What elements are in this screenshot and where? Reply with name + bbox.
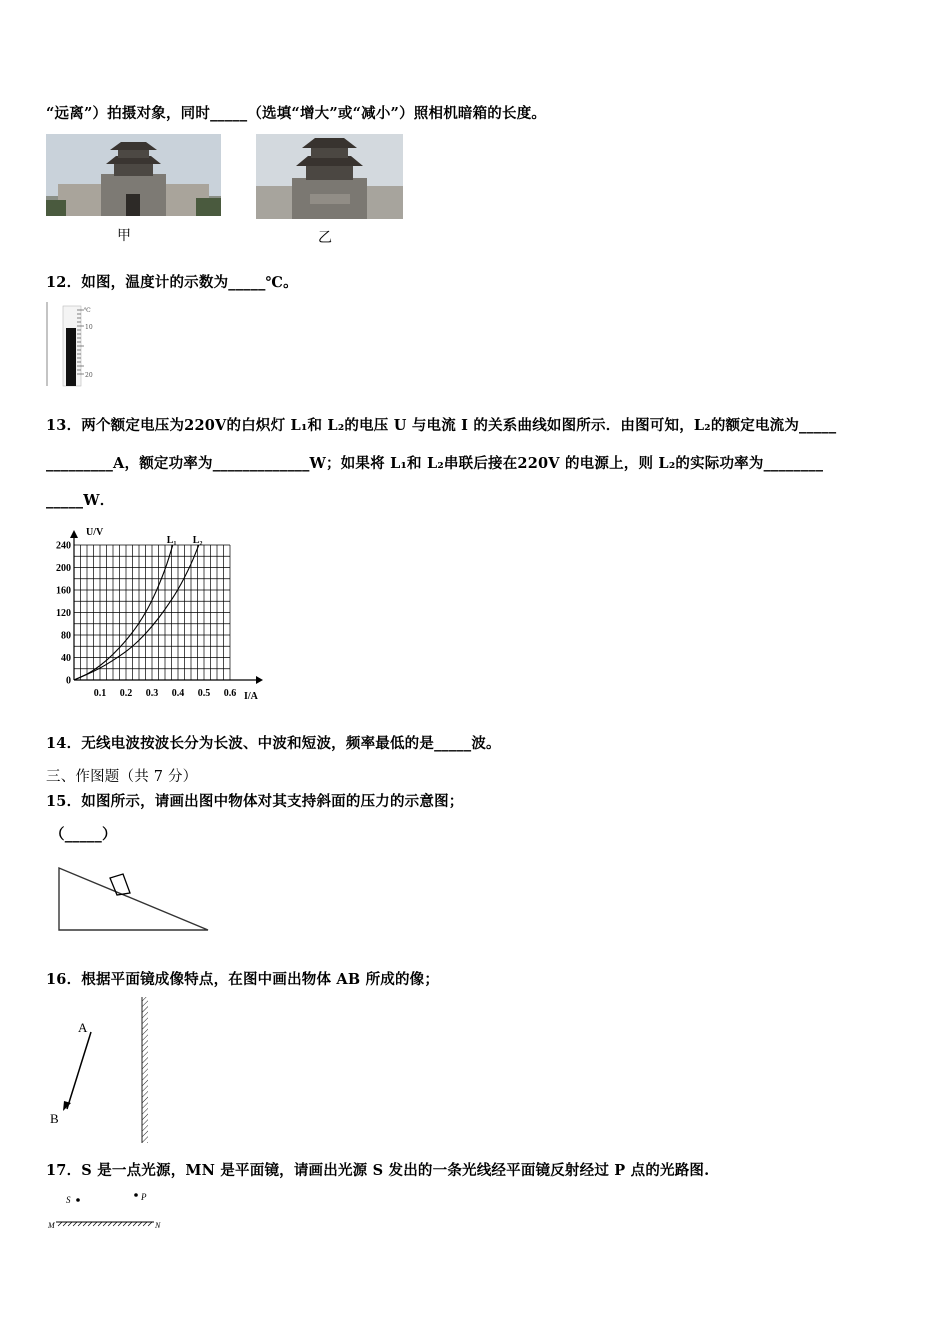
x-tick-label: 0.3 — [145, 688, 159, 699]
ui-chart — [46, 520, 271, 709]
block — [110, 874, 130, 895]
y-tick-label: 160 — [56, 585, 71, 597]
y-axis-arrow — [70, 530, 78, 538]
incline-figure — [56, 864, 216, 940]
label-a: A — [78, 1020, 88, 1035]
x-axis-label: I/A — [244, 691, 258, 702]
thermometer-tick-bottom: 20 — [85, 372, 93, 379]
x-tick-label: 0.2 — [119, 688, 133, 699]
y-tick-label: 40 — [61, 653, 71, 664]
plane-mirror — [142, 997, 148, 1143]
point-s — [76, 1198, 80, 1202]
x-tick-label: 0.6 — [223, 688, 237, 699]
pagoda-photo-b — [256, 134, 403, 223]
object-ab — [67, 1032, 91, 1109]
thermometer-tick-top: 10 — [85, 324, 93, 331]
section3-title: 三、作图题（共 7 分） — [46, 769, 198, 785]
label-s: S — [66, 1195, 71, 1205]
mirror-mn-hatch — [58, 1222, 152, 1226]
q11-text: “远离”）拍摄对象，同时_____（选填“增大”或“减小”）照相机暗箱的长度。 — [46, 105, 547, 122]
ui-chart-svg — [46, 520, 271, 705]
q12-text: 12．如图，温度计的示数为_____℃。 — [46, 274, 298, 291]
series-label-2: L₂ — [192, 535, 203, 546]
mirror-figure — [46, 995, 156, 1154]
thermometer-unit: ℃ — [84, 307, 91, 314]
x-axis-arrow — [256, 676, 263, 684]
caption-b: 乙 — [318, 230, 332, 246]
q16-text: 16．根据平面镜成像特点，在图中画出物体 AB 所成的像； — [46, 971, 440, 988]
thermometer-figure — [46, 300, 101, 392]
x-tick-label: 0.4 — [171, 688, 185, 699]
light-figure — [46, 1186, 166, 1240]
q13-line2: _________A，额定功率为_____________W；如果将 L₁和 L₂串联后接在220V 的电源上，则 L₂的实际功率为________ — [46, 455, 824, 472]
label-m: M — [48, 1221, 55, 1230]
x-tick-label: 0.1 — [93, 688, 107, 699]
caption-a: 甲 — [117, 228, 131, 244]
chart-grid — [74, 545, 230, 680]
point-p — [134, 1193, 138, 1197]
y-tick-label: 240 — [56, 540, 71, 552]
label-b: B — [50, 1111, 59, 1126]
q14-text: 14．无线电波按波长分为长波、中波和短波，频率最低的是_____波。 — [46, 735, 501, 752]
q13-line1: 13．两个额定电压为220V的白炽灯 L₁和 L₂的电压 U 与电流 I 的关系曲线如图所示．由图可知，L₂的额定电流为_____ — [46, 417, 837, 434]
q15-answer-blank: （_____） — [50, 826, 117, 843]
y-tick-label: 0 — [66, 675, 71, 687]
q15-text: 15．如图所示，请画出图中物体对其支持斜面的压力的示意图； — [46, 793, 464, 810]
y-tick-label: 200 — [56, 563, 71, 574]
y-tick-label: 80 — [61, 630, 71, 642]
y-axis-label: U/V — [86, 527, 104, 538]
chart-ticks — [56, 541, 236, 700]
pagoda-photo-a — [46, 134, 221, 220]
label-n: N — [155, 1221, 161, 1230]
y-tick-label: 120 — [56, 608, 71, 619]
incline-triangle — [59, 868, 208, 930]
series-label-1: L₁ — [166, 535, 177, 546]
label-p: P — [141, 1192, 147, 1202]
q17-text: 17．S 是一点光源，MN 是平面镜，请画出光源 S 发出的一条光线经平面镜反射经过 P 点的光路图. — [46, 1162, 710, 1179]
x-tick-label: 0.5 — [197, 688, 211, 699]
q13-line3: _____W． — [46, 492, 115, 509]
